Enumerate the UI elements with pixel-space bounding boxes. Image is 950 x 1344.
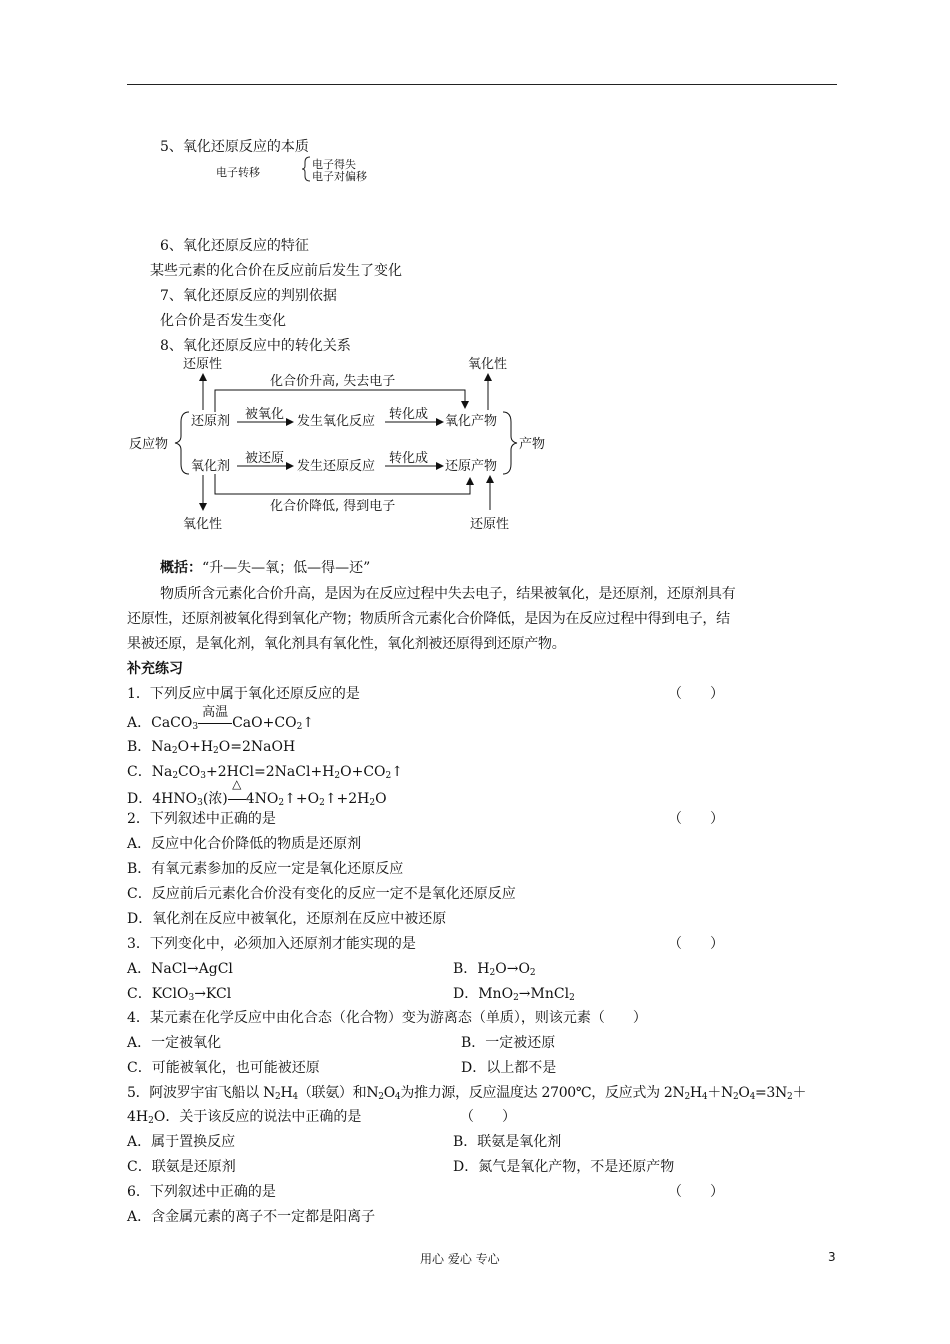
section-6-text: 某些元素的化合价在反应前后发生了变化 xyxy=(150,263,402,279)
q4-option-a: A．一定被氧化 xyxy=(127,1035,222,1051)
summary-quote: “升—失—氧；低—得—还” xyxy=(202,560,371,576)
q5-paren: （ ） xyxy=(460,1109,516,1125)
lower-arc-line xyxy=(215,474,470,494)
q4-option-b: B．一定被还原 xyxy=(461,1035,556,1051)
summary-line xyxy=(160,557,370,577)
q2-option-c: C．反应前后元素化合价没有变化的反应一定不是氧化还原反应 xyxy=(127,886,516,902)
q1-option-b: B．$Na_2O+H_2O=2NaOH$ xyxy=(127,739,296,756)
q2-stem: 2．下列叙述中正确的是 xyxy=(127,811,276,827)
q1-nong: (浓) xyxy=(202,791,228,807)
q3-option-b: B．$H_2O\to O_2$ xyxy=(453,961,536,978)
convert1-label: 转化成 xyxy=(389,407,429,422)
q2-option-a: A．反应中化合价降低的物质是还原剂 xyxy=(127,836,362,852)
summary-text-3: 果被还原，是氧化剂，氧化剂具有氧化性，氧化剂被还原得到还原产物。 xyxy=(127,636,566,652)
brace-icon xyxy=(302,156,312,182)
q2-option-b: B．有氧元素参加的反应一定是氧化还原反应 xyxy=(127,861,404,877)
q6-stem: 6．下列叙述中正确的是 xyxy=(127,1184,276,1200)
q3-paren: （ ） xyxy=(668,936,724,952)
q4-option-c: C．可能被氧化，也可能被还原 xyxy=(127,1060,320,1076)
page-number: 3 xyxy=(828,1250,836,1264)
top-left-label: 还原性 xyxy=(183,357,223,372)
lower-arc-label: 化合价降低, 得到电子 xyxy=(270,499,396,514)
products-label: 产物 xyxy=(519,437,546,452)
q5-option-b: B．联氨是氧化剂 xyxy=(453,1134,562,1150)
redox-diagram xyxy=(125,350,565,535)
q4-option-d: D．以上都不是 xyxy=(461,1060,557,1076)
essence-top: 电子得失 xyxy=(312,158,356,171)
q1-paren: （ ） xyxy=(668,686,724,702)
q5-option-a: A．属于置换反应 xyxy=(127,1134,236,1150)
q1-option-d: D．$4HNO_3$(浓) △ $4NO_2↑+O_2↑+2H_2O$ xyxy=(127,777,387,808)
red-reaction-label: 发生还原反应 xyxy=(297,459,376,474)
reactants-label: 反应物 xyxy=(129,437,169,452)
q5-mid2: 为推力源，反应温度达 2700℃，反应式为 xyxy=(400,1085,664,1101)
q6-paren: （ ） xyxy=(668,1184,724,1200)
oxidized-label: 被氧化 xyxy=(245,407,285,422)
summary-text-2: 还原性，还原剂被氧化得到氧化产物；物质所含元素化合价降低，是因为在反应过程中得到电子，结 xyxy=(127,611,730,627)
q3-stem: 3．下列变化中，必须加入还原剂才能实现的是 xyxy=(127,936,416,952)
q4-stem: 4．某元素在化学反应中由化合态（化合物）变为游离态（单质），则该元素（ ） xyxy=(127,1010,647,1026)
q3-option-c: C．KClO$_3$→KCl xyxy=(127,986,232,1003)
practice-title: 补充练习 xyxy=(127,661,183,677)
reducer-label: 还原剂 xyxy=(191,414,231,429)
summary-label: 概括： xyxy=(160,560,202,576)
section-7-text: 化合价是否发生变化 xyxy=(160,313,286,329)
q5-option-c: C．联氨是还原剂 xyxy=(127,1159,236,1175)
q1-stem: 1．下列反应中属于氧化还原反应的是 xyxy=(127,686,360,702)
q3-option-a: A．NaCl→AgCl xyxy=(127,961,233,977)
reduced-label: 被还原 xyxy=(245,451,285,466)
q1-cond-high: 高温 xyxy=(202,705,229,720)
q5-mid1: （联氨）和 xyxy=(297,1085,367,1101)
header-rule xyxy=(127,84,837,85)
q5-post: ．关于该反应的说法中正确的是 xyxy=(165,1109,362,1125)
bottom-right-label: 还原性 xyxy=(470,517,510,532)
summary-text-1: 物质所含元素化合价升高，是因为在反应过程中失去电子，结果被氧化，是还原剂，还原剂具有 xyxy=(160,586,736,602)
top-right-label: 氧化性 xyxy=(468,357,508,372)
heat-icon: △ xyxy=(232,777,242,791)
ox-product-label: 氧化产物 xyxy=(445,414,498,429)
section-5-title: 5、氧化还原反应的本质 xyxy=(160,139,309,155)
section-8-title: 8、氧化还原反应中的转化关系 xyxy=(160,338,351,354)
section-7-title: 7、氧化还原反应的判别依据 xyxy=(160,288,337,304)
q1-option-a: A．CaCO$_3$ 高温 $CaO+CO_2↑$ xyxy=(127,712,314,732)
section-6-title: 6、氧化还原反应的特征 xyxy=(160,238,309,254)
q6-option-a: A．含金属元素的离子不一定都是阳离子 xyxy=(127,1209,376,1225)
q5-stem-line1: 5．阿波罗宇宙飞船以 $N_2H_4$（联氨）和$N_2O_4$为推力源，反应温度达 2700℃，反应式为 $2N_2H_4+N_2O_4=3N_2+$ xyxy=(127,1085,807,1102)
red-product-label: 还原产物 xyxy=(445,459,498,474)
footer-center: 用心 爱心 专心 xyxy=(420,1252,500,1266)
oxidizer-label: 氧化剂 xyxy=(191,459,231,474)
q2-option-d: D．氧化剂在反应中被氧化，还原剂在反应中被还原 xyxy=(127,911,447,927)
ox-reaction-label: 发生氧化反应 xyxy=(297,414,376,429)
q5-stem-line2: $4H_2O$．关于该反应的说法中正确的是 xyxy=(127,1109,362,1126)
q3-option-d: D．MnO$_2$→MnCl$_2$ xyxy=(453,986,575,1003)
left-brace-icon xyxy=(175,412,189,474)
bottom-left-label: 氧化性 xyxy=(183,517,223,532)
essence-label: 电子转移 xyxy=(216,166,260,179)
q5-option-d: D．氮气是氧化产物，不是还原产物 xyxy=(453,1159,675,1175)
convert2-label: 转化成 xyxy=(389,451,429,466)
essence-bottom: 电子对偏移 xyxy=(312,170,367,183)
right-brace-icon xyxy=(503,412,517,474)
q5-pre: 5．阿波罗宇宙飞船以 xyxy=(127,1085,264,1101)
upper-arc-label: 化合价升高, 失去电子 xyxy=(270,374,396,389)
q1-option-c: C．$Na_2CO_3+2HCl=2NaCl+H_2O+CO_2↑$ xyxy=(127,764,403,781)
q2-paren: （ ） xyxy=(668,811,724,827)
